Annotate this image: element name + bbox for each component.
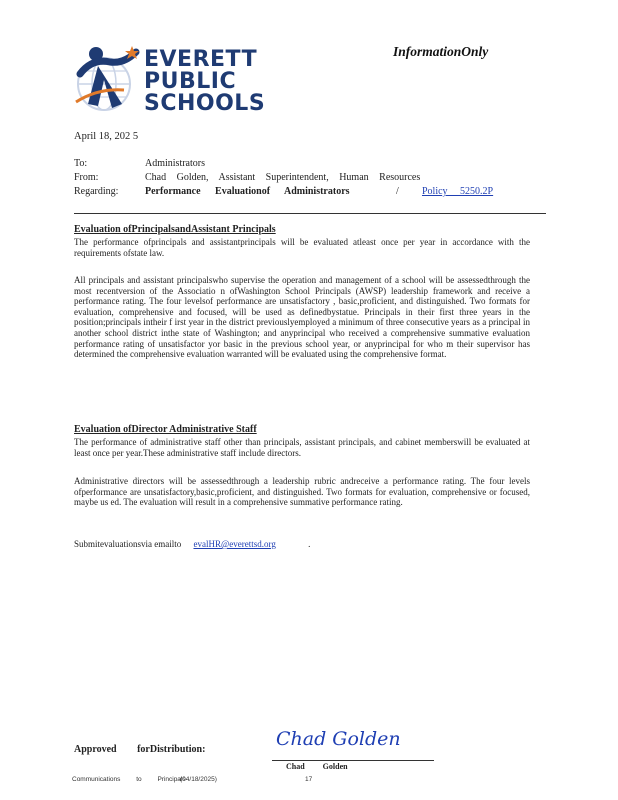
to-value: Administrators [145, 158, 205, 169]
globe-swoosh-icon [74, 44, 140, 116]
footer-date: (04/18/2025) [180, 776, 217, 783]
memo-date: April 18, 202 5 [74, 131, 139, 142]
information-only-label: InformationOnly [393, 44, 489, 59]
section-title-directors: Evaluation ofDirector Administrative Staff [74, 424, 257, 435]
directors-paragraph-1: The performance of administrative staff other than principals, assistant principals, and cabinet memberswill be evaluated at least once per year.These administrative staff include directors. [74, 437, 530, 458]
principals-paragraph-1: The performance ofprincipals and assistantprincipals will be evaluated atleast once per year in accordance with the requirements ofstate law. [74, 237, 530, 258]
footer-page-number: 17 [305, 776, 313, 783]
signatory-name: Chad Golden [286, 762, 348, 771]
email-link[interactable]: evalHR@everettsd.org [193, 539, 276, 549]
regarding-value: Performance Evaluationof Administrators [145, 186, 350, 197]
signature-line [272, 760, 434, 761]
directors-paragraph-2: Administrative directors will be assessedthrough a leadership rubric andreceive a performance rating. The four levels ofperformance are unsatisfactory,basic,proficient, and distinguished. Two formats for evaluation, comprehensive or focused, maybe us ed. The evaluation will result in a comprehensive summative performance rating. [74, 476, 530, 508]
district-logo [74, 40, 264, 120]
submit-line [74, 539, 310, 549]
section-title-principals: Evaluation ofPrincipalsandAssistant Principals [74, 224, 276, 235]
approved-label: Approved forDistribution: [74, 744, 206, 755]
logo-line-schools: SCHOOLS [144, 91, 266, 116]
footer-left: Communications to Principals [72, 776, 186, 783]
regarding-separator: / [396, 186, 399, 197]
from-label: From: [74, 172, 99, 183]
principals-paragraph-2: All principals and assistant principalswho supervise the operation and management of a school will be assessedthrough the most recentversion of the Associatio n ofWashington School Principals (AWSP) leadership framework and receive a performance rating. The four levelsof performance are unsatisfactory , basic,proficient, and distinguished. Two formats for evaluation, comprehensive and focused, will be used as definedbystatue. Principals in their first three years in the position;principals intheir f irst year in the district previouslyemployed a minimum of three consecutive years as a principal in another school district inthe state of Washington; and anyprincipal who received a comprehensive summative evaluation performance rating of unsatisfactor yor basic in the previous school year, or anyprincipal for who m their supervisor has determined the comprehensive evaluation warranted will be evaluated using the comprehensive format. [74, 275, 530, 360]
logo-line-everett: EVERETT [144, 47, 258, 72]
signature-image: Chad Golden [276, 728, 401, 750]
regarding-label: Regarding: [74, 186, 119, 197]
from-value: Chad Golden, Assistant Superintendent, Human Resources [145, 172, 421, 183]
header-divider [74, 213, 546, 214]
submit-period: . [308, 539, 311, 549]
policy-link[interactable]: Policy 5250.2P [422, 186, 494, 197]
to-label: To: [74, 158, 88, 169]
logo-line-public: PUBLIC [144, 69, 237, 94]
submit-text: Submitevaluationsvia emailto [74, 539, 182, 549]
